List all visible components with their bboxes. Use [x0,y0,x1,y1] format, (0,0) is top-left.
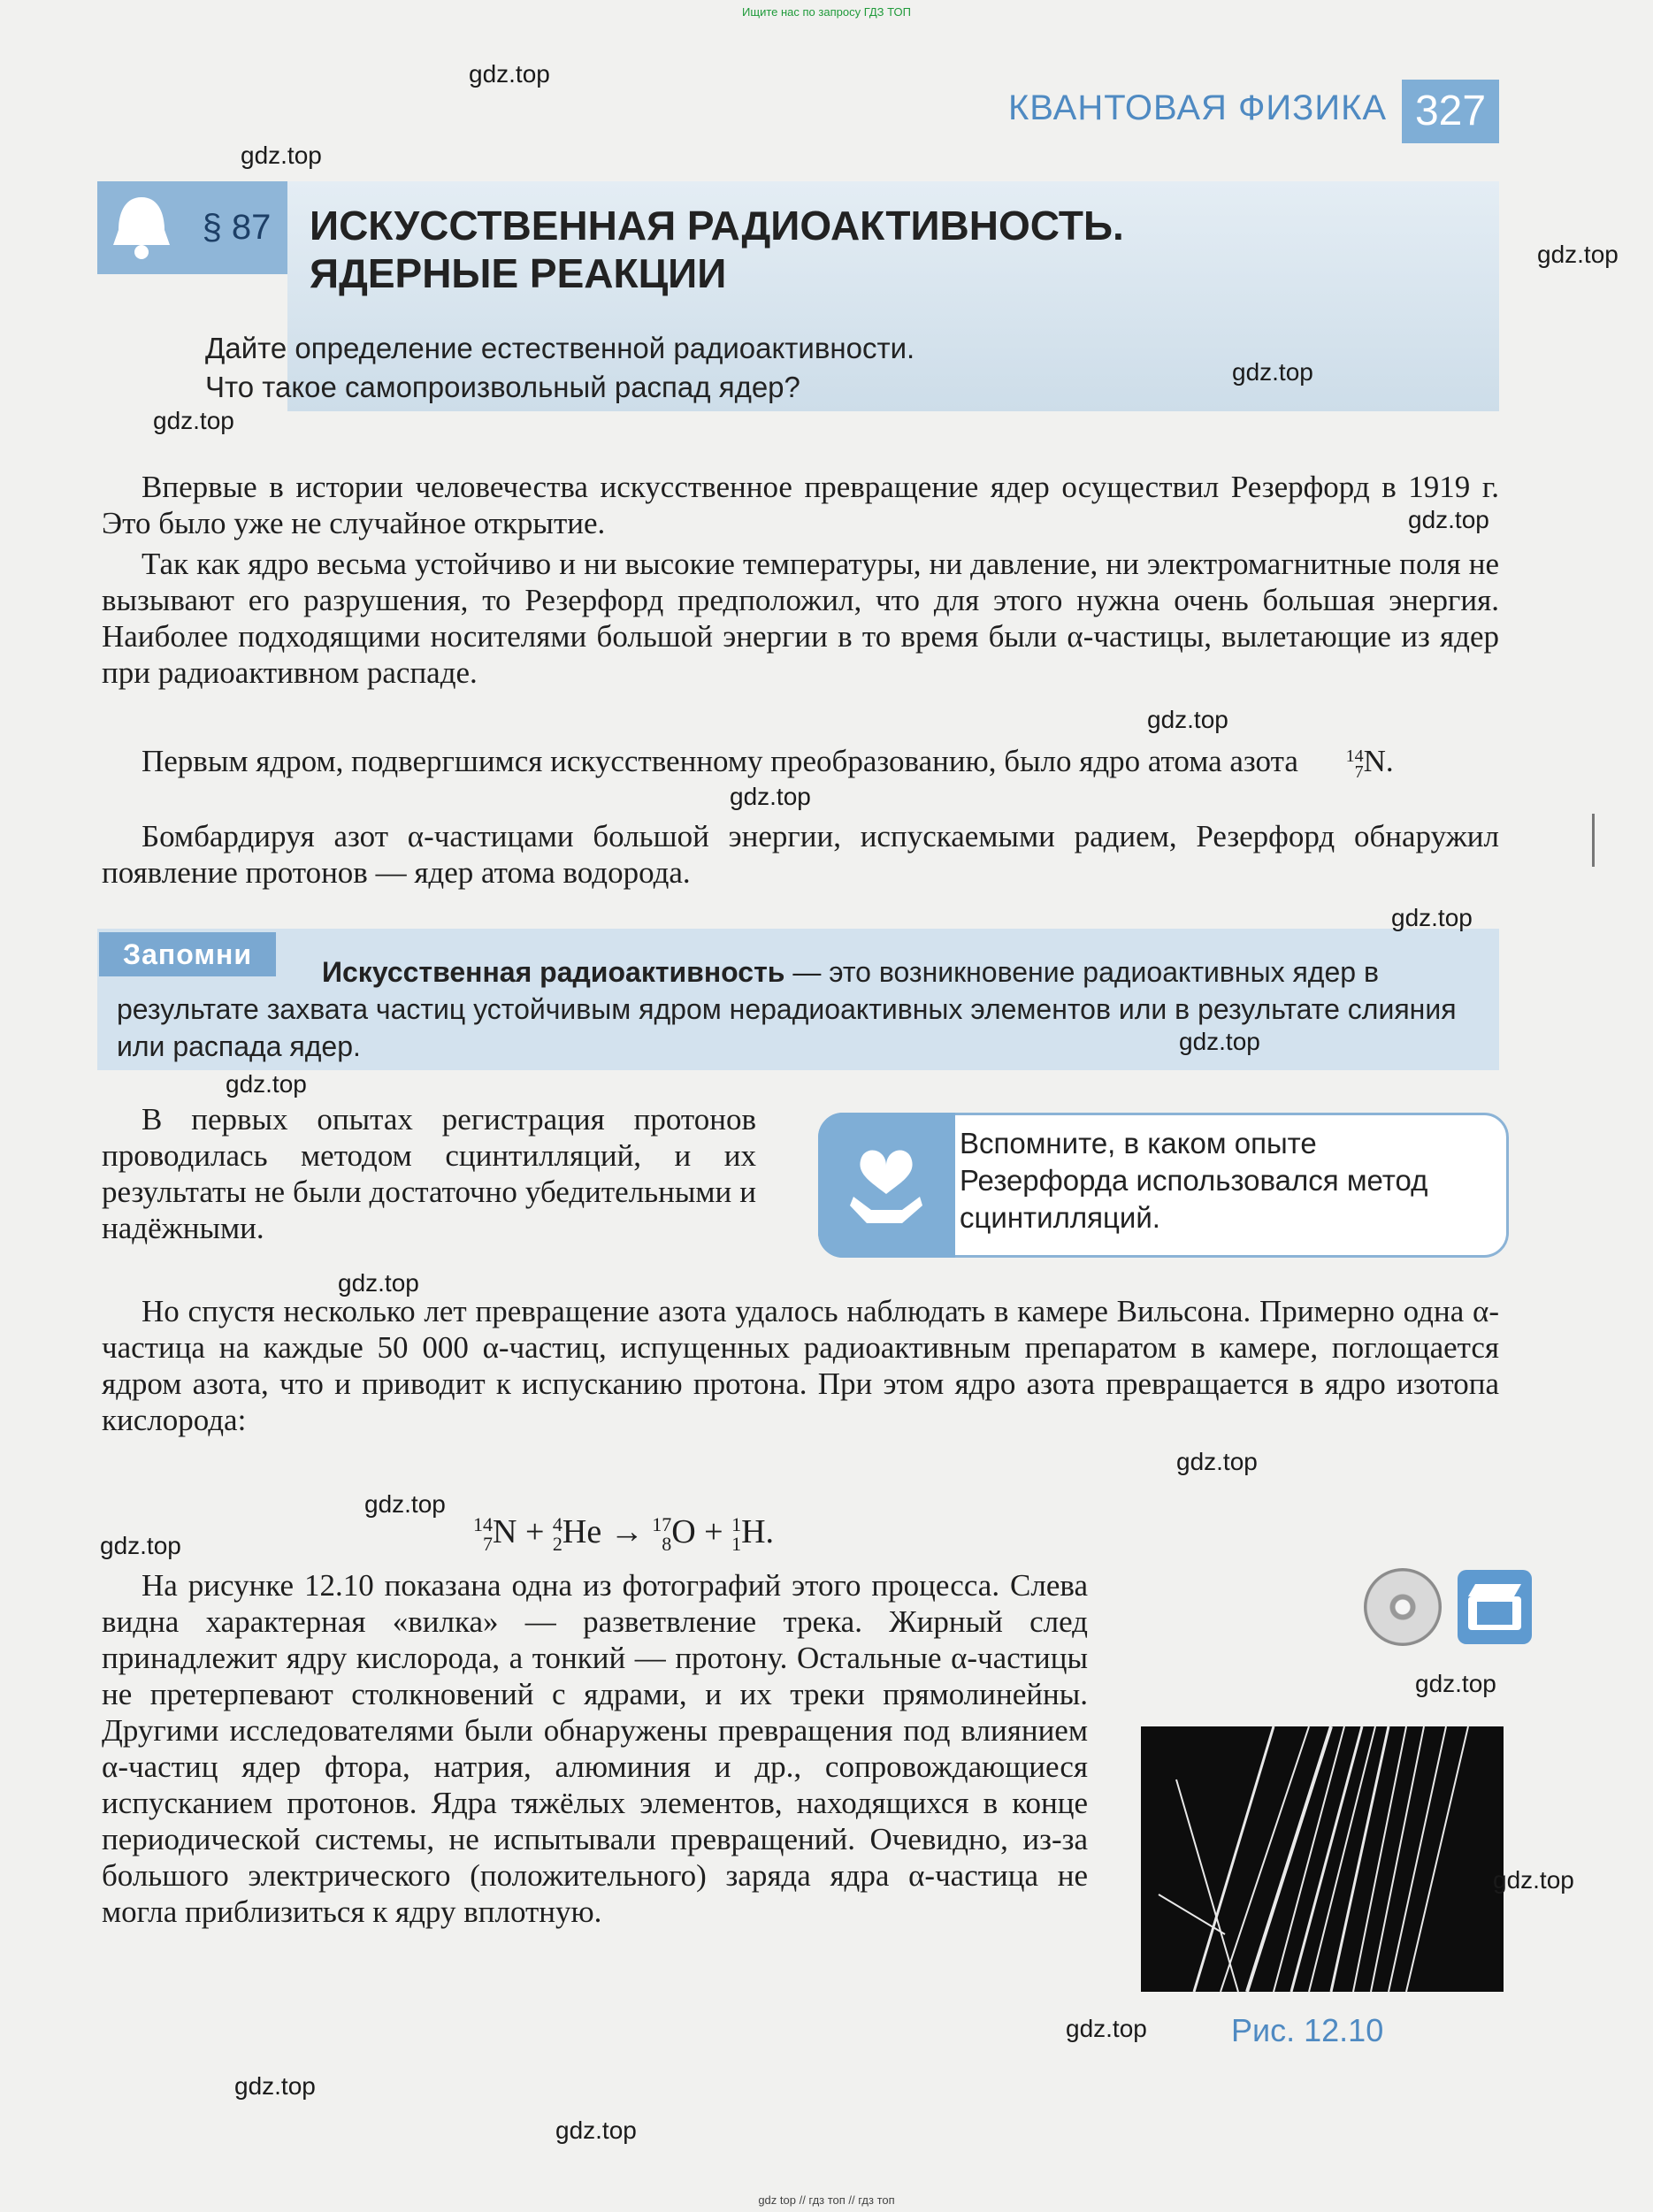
he-charge: 2 [552,1533,562,1556]
running-title: КВАНТОВАЯ ФИЗИКА [1008,88,1388,127]
h-mass: 1 [731,1513,742,1536]
h-indices [731,1515,741,1554]
disc-icon[interactable] [1364,1568,1442,1646]
watermark: gdz.top [1066,2015,1147,2042]
h-charge: 1 [731,1533,742,1556]
paragraph-5: В первых опытах регистрация протонов проводилась методом сцинтилляций, и их результаты не были достаточно убедительными и надёжными. [102,1102,756,1245]
he-mass: 4 [552,1513,562,1536]
he-indices [553,1515,562,1554]
watermark: gdz.top [1537,241,1619,268]
paragraph-6: Но спустя несколько лет превращение азота удалось наблюдать в камере Вильсона. Примерно одна α-частица на каждые 50 000 α-частиц, испущенных радиоактивным препаратом в камере, поглощается ядром азота, что и приводит к испусканию протона. При этом ядро азота превращается в ядро изотопа кислорода: [102,1294,1499,1437]
remember-definition: — это возникновение радиоактивных ядер в результате захвата частиц устойчивым ядром нерадиоактивных элементов или в результате слияния или распада ядер. [117,956,1457,1062]
recall-text: Вспомните, в каком опыте Резерфорда использовался метод сцинтилляций. [960,1127,1428,1234]
p3-charge-number: 7 [1354,762,1364,782]
p3-nuclide-indices [1306,748,1364,780]
p3-text: Первым ядром, подвергшимся искусственному преобразованию, было ядро атома азота [142,744,1306,778]
watermark: gdz.top [1391,904,1473,931]
o-indices [652,1515,671,1554]
cloud-chamber-photo [1141,1726,1504,1992]
he-symbol: He [562,1513,602,1550]
p3-mass-number: 14 [1345,746,1364,766]
paragraph-1: Впервые в истории человечества искусственное превращение ядер осуществил Резерфорд в 1919 г. Это было уже не случайное открытие. [102,470,1499,540]
remember-text [117,953,1483,1065]
watermark: gdz.top [100,1532,181,1559]
watermark: gdz.top [1179,1028,1260,1055]
o-charge: 8 [662,1533,672,1556]
review-question-line2: Что такое самопроизвольный распад ядер? [205,371,800,403]
video-icon[interactable] [1458,1570,1532,1644]
watermark: gdz.top [364,1490,446,1518]
section-title [310,202,1124,297]
n-symbol: N [493,1513,517,1550]
paragraph-7: На рисунке 12.10 показана одна из фотографий этого процесса. Слева видна характерная «вилка» — разветвление трека. Жирный след принадлежит ядру кислорода, а тонкий — протону. Остальные α-частицы не претерпевают столкновений с ядрами, и их треки прямолинейны. Другими исследователями были обнаружены превращения под влиянием α-частиц ядер фтора, натрия, алюминия и др., сопровождающиеся испусканием протонов. Ядра тяжёлых элементов, находящихся в конце периодической системы, не испытывали превращений. Очевидно, из-за большого электрического (положительного) заряда ядра α-частица не могла приблизиться к ядру вплотную. [102,1568,1088,1929]
n-indices [473,1515,493,1554]
paragraph-2: Так как ядро весьма устойчиво и ни высокие температуры, ни давление, ни электромагнитные поля не вызывают его разрушения, то Резерфорд предположил, что для этого нужна очень большая энергия. Наиболее подходящими носителями большой энергии в то время были α-частицы, вылетающие из ядер при радиоактивном распаде. [102,547,1499,690]
bell-icon [97,181,186,274]
watermark: gdz.top [226,1070,307,1098]
remember-term: Искусственная радиоактивность [322,956,785,988]
n-charge: 7 [483,1533,493,1556]
watermark: gdz.top [1232,358,1313,386]
watermark: gdz.top [234,2072,316,2100]
o-mass: 17 [652,1513,672,1536]
p3-nucleus-symbol: N [1363,744,1386,778]
watermark: gdz.top [1493,1866,1574,1894]
section-title-line1: ИСКУССТВЕННАЯ РАДИОАКТИВНОСТЬ. [310,203,1124,249]
bottom-note: gdz top // гдз топ // гдз топ [758,2193,895,2207]
watermark: gdz.top [730,783,811,810]
figure-caption: Рис. 12.10 [1231,2012,1384,2048]
section-title-line2: ЯДЕРНЫЕ РЕАКЦИИ [310,250,727,296]
plus-sign: + [524,1513,545,1550]
review-question-line1: Дайте определение естественной радиоактивности. [205,332,915,364]
remember-label: Запомни [99,932,276,976]
paragraph-4: Бомбардируя азот α-частицами большой энергии, испускаемыми радием, Резерфорд обнаружил появление протонов — ядер атома водорода. [102,819,1499,890]
section-number: § 87 [186,181,287,274]
plus-sign: + [704,1513,723,1550]
nuclear-reaction-formula [473,1512,774,1554]
formula-end: . [765,1513,775,1550]
watermark: gdz.top [1176,1448,1258,1475]
watermark: gdz.top [338,1269,419,1297]
watermark: gdz.top [1408,506,1489,533]
page-number: 327 [1402,80,1499,143]
h-symbol: H [741,1513,766,1550]
margin-mark [1592,814,1595,867]
n-mass: 14 [473,1513,493,1536]
watermark: gdz.top [1415,1670,1496,1697]
watermark: gdz.top [1147,706,1228,733]
watermark: gdz.top [555,2116,637,2144]
p3-end: . [1385,744,1394,778]
watermark: gdz.top [469,60,550,88]
review-question [205,329,915,407]
watermark: gdz.top [241,142,322,169]
heart-hand-icon [818,1113,955,1258]
paragraph-3 [102,743,1499,780]
top-note: Ищите нас по запросу ГДЗ ТОП [742,5,911,19]
reaction-arrow: → [609,1513,644,1550]
o-symbol: O [671,1513,696,1550]
watermark: gdz.top [153,407,234,434]
